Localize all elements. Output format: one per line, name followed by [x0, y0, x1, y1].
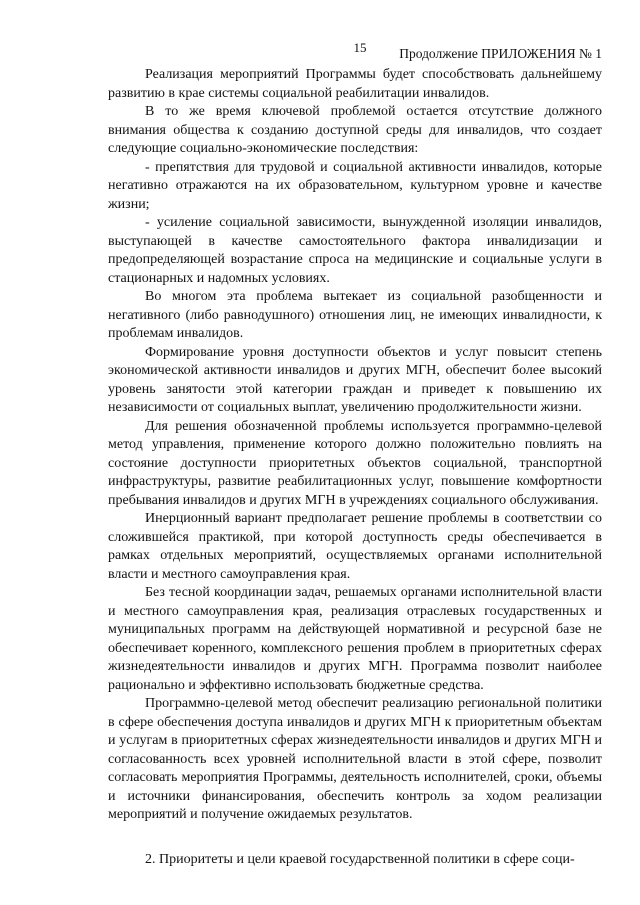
page-number: 15 — [353, 40, 367, 55]
paragraph: Формирование уровня доступности объектов и услуг повысит степень экономической активности инвалидов и других МГН, обеспечит более высокий уровень занятости этой категории граждан и приведет к повышению их независимости от социальных выплат, увеличению продолжительности жизни. — [108, 344, 602, 415]
appendix-label: Продолжение ПРИЛОЖЕНИЯ № 1 — [399, 46, 602, 61]
paragraph: Во многом эта проблема вытекает из социальной разобщенности и негативного (либо равнодушного) отношения лиц, не имеющих инвалидности, к проблемам инвалидов. — [108, 289, 602, 341]
document-body — [108, 66, 602, 869]
list-item: - усиление социальной зависимости, вынужденной изоляции инвалидов, выступающей в качестве самостоятельного фактора инвалидизации и предопределяющей возрастание спроса на медицинские и социальные услуги в стационарных и надомных условиях. — [108, 215, 602, 286]
paragraph: Программно-целевой метод обеспечит реализацию региональной политики в сфере обеспечения доступа инвалидов и других МГН к приоритетным объектам и услугам в приоритетных сферах жизнедеятельности инвалидов и других МГН и согласованность всех уровней исполнительной власти в этой сфере, позволит согласовать мероприятия Программы, деятельность исполнителей, сроки, объемы и источники финансирования, обеспечить контроль за ходом реализации мероприятий и получение ожидаемых результатов. — [108, 696, 602, 822]
paragraph: Реализация мероприятий Программы будет способствовать дальнейшему развитию в крае системы социальной реабилитации инвалидов. — [108, 67, 602, 101]
paragraph: Без тесной координации задач, решаемых органами исполнительной власти и местного самоуправления края, реализация отраслевых государственных и муниципальных программ на действующей нормативной и ресурсной базе не обеспечивает коренного, комплексного решения проблем в приоритетных сферах жизнедеятельности инвалидов и других МГН. Программа позволит наиболее рационально и эффективно использовать бюджетные средства. — [108, 585, 602, 693]
section-heading: 2. Приоритеты и цели краевой государственной политики в сфере соци- — [145, 851, 575, 867]
paragraph: Инерционный вариант предполагает решение проблемы в соответствии со сложившейся практикой, при которой доступность среды обеспечивается в рамках отдельных мероприятий, осуществляемых органами исполнительной власти и местного самоуправления края. — [108, 511, 602, 582]
list-item: - препятствия для трудовой и социальной активности инвалидов, которые негативно отражаются на их образовательном, культурном уровне и качестве жизни; — [108, 159, 602, 212]
paragraph: В то же время ключевой проблемой остается отсутствие должного внимания общества к созданию доступной среды для инвалидов, что создает следующие социально-экономические последствия: — [108, 104, 602, 156]
paragraph: Для решения обозначенной проблемы используется программно-целевой метод управления, применение которого должно положительно повлиять на состояние доступности приоритетных объектов социальной, транспортной инфраструктуры, развитие реабилитационных услуг, повышение комфортности пребывания инвалидов и других МГН в учреждениях социального обслуживания. — [108, 418, 602, 508]
